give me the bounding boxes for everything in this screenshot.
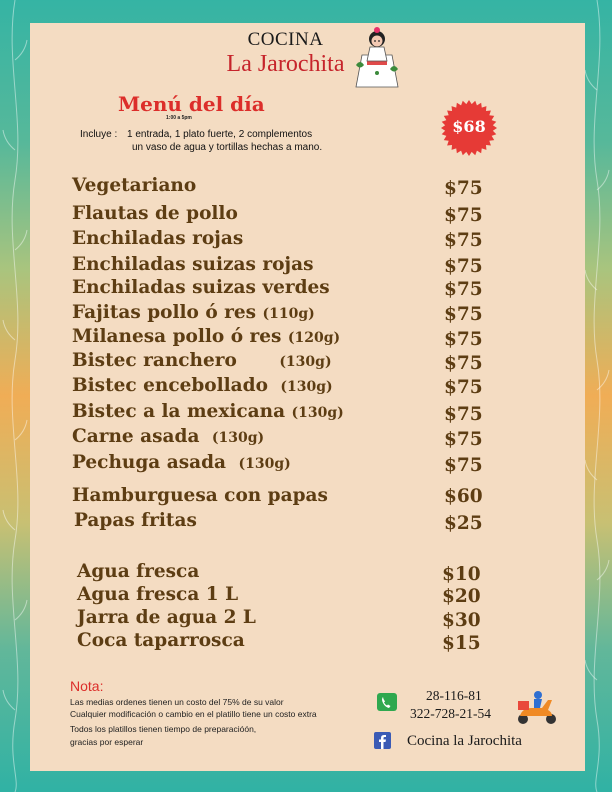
brand-line1: COCINA <box>247 29 324 50</box>
menu-del-dia-includes <box>80 128 322 154</box>
menu-item-name: Bistec a la mexicana (130g) <box>72 401 344 422</box>
menu-item-price: $10 <box>442 564 481 585</box>
menu-del-dia-price: $68 <box>452 117 486 136</box>
menu-item-price: $15 <box>442 633 481 654</box>
facebook-icon <box>374 732 391 749</box>
note-line: Cualquier modificación o cambio en el platillo tiene un costo extra <box>70 709 317 719</box>
phone-icon <box>377 693 397 711</box>
menu-del-dia-hours: 1:00 a 5pm <box>166 115 192 121</box>
menu-item-price: $75 <box>444 377 483 398</box>
includes-line2: un vaso de agua y tortillas hechas a mano. <box>132 142 323 153</box>
menu-item-name: Carne asada (130g) <box>72 426 265 447</box>
facebook-page-name: Cocina la Jarochita <box>407 733 522 749</box>
menu-item-name: Vegetariano <box>72 175 197 196</box>
menu-panel <box>30 23 585 771</box>
note-title: Nota: <box>70 678 104 694</box>
menu-item-name: Bistec ranchero (130g) <box>72 350 332 371</box>
menu-item-name: Coca taparrosca <box>77 630 245 651</box>
menu-del-dia-title: Menú del día <box>118 92 265 116</box>
menu-item-price: $75 <box>444 353 483 374</box>
menu-item-name: Pechuga asada (130g) <box>72 452 291 473</box>
menu-item-price: $75 <box>444 205 483 226</box>
menu-item-name: Hamburguesa con papas <box>72 485 328 506</box>
menu-item-price: $25 <box>444 513 483 534</box>
menu-item-name: Bistec encebollado (130g) <box>72 375 333 396</box>
menu-item-price: $75 <box>444 279 483 300</box>
menu-item-name: Agua fresca <box>77 561 200 582</box>
menu-item-price: $75 <box>444 230 483 251</box>
note-line: Todos los platillos tienen tiempo de preparacióón, <box>70 724 257 734</box>
menu-item-name: Agua fresca 1 L <box>77 584 239 605</box>
includes-line1: 1 entrada, 1 plato fuerte, 2 complementos <box>127 129 313 140</box>
menu-item-price: $75 <box>444 178 483 199</box>
delivery-scooter-icon <box>514 686 560 726</box>
menu-item-name: Enchiladas suizas verdes <box>72 277 330 298</box>
menu-item-name: Enchiladas suizas rojas <box>72 254 314 275</box>
woman-logo-icon <box>352 25 402 91</box>
menu-item-price: $60 <box>444 486 483 507</box>
brand-line2: La Jarochita <box>226 51 345 77</box>
menu-item-price: $75 <box>444 429 483 450</box>
note-line: Las medias ordenes tienen un costo del 75% de su valor <box>70 697 284 707</box>
menu-item-price: $75 <box>444 304 483 325</box>
menu-item-price: $30 <box>442 610 481 631</box>
menu-item-price: $20 <box>442 586 481 607</box>
phone-number-1: 28-116-81 <box>426 688 482 703</box>
menu-item-price: $75 <box>444 404 483 425</box>
vine-border-icon <box>582 0 612 792</box>
menu-item-name: Papas fritas <box>74 510 197 531</box>
brand-title <box>208 29 363 77</box>
phone-number-2: 322-728-21-54 <box>410 706 491 721</box>
menu-item-name: Jarra de agua 2 L <box>77 607 256 628</box>
menu-item-price: $75 <box>444 329 483 350</box>
vine-border-icon <box>0 0 30 792</box>
includes-label: Incluye : <box>80 129 118 140</box>
menu-item-price: $75 <box>444 256 483 277</box>
menu-item-name: Enchiladas rojas <box>72 228 244 249</box>
menu-item-name: Milanesa pollo ó res (120g) <box>72 326 341 347</box>
menu-item-name: Flautas de pollo <box>72 203 238 224</box>
menu-item-name: Fajitas pollo ó res (110g) <box>72 302 315 323</box>
menu-item-price: $75 <box>444 455 483 476</box>
note-line: gracias por esperar <box>70 737 144 747</box>
